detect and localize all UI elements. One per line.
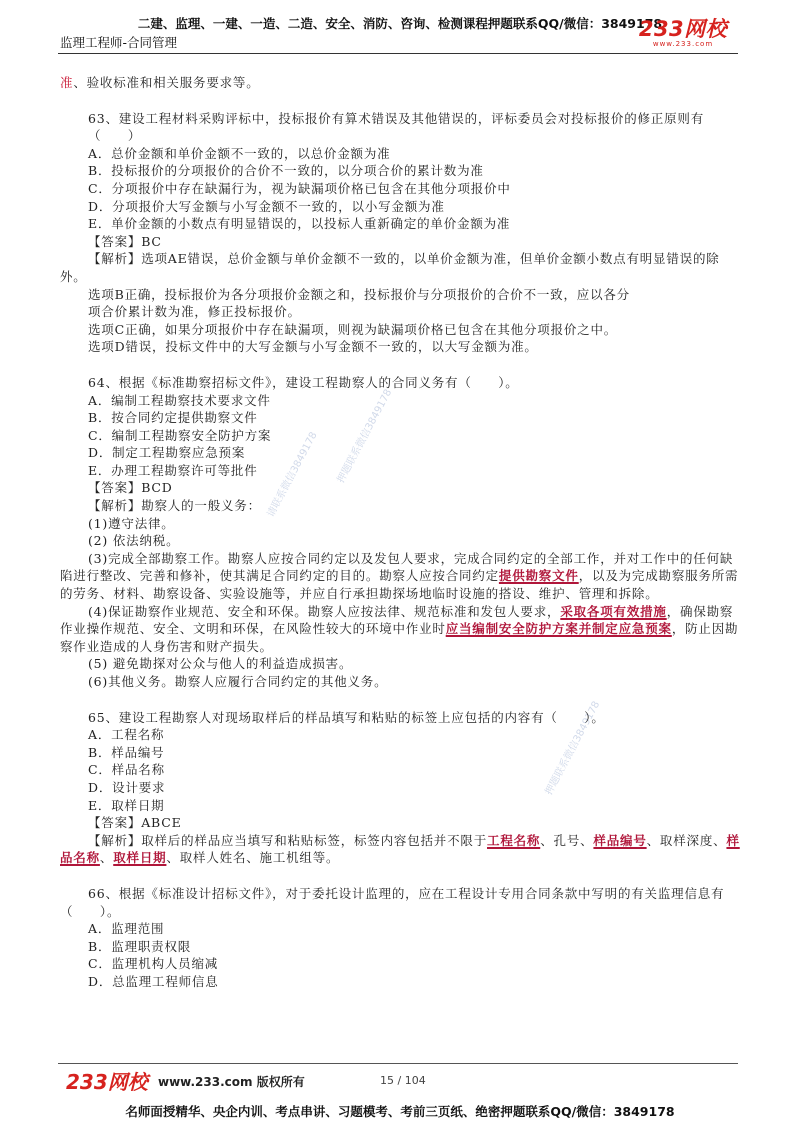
page-number: 15 / 104 xyxy=(380,1074,426,1087)
highlight-text: 样品编号 xyxy=(593,832,647,848)
analysis-label: 【解析】勘察人的一般义务： xyxy=(88,498,261,514)
duty-text: (4)保证勘察作业规范、安全和环保。勘察人应按法律、规范标准和发包人要求， xyxy=(88,603,561,619)
option-b: B．监理职责权限 xyxy=(88,938,192,954)
option-e: E．单价金额的小数点有明显错误的，以投标人重新确定的单价金额为准 xyxy=(88,216,511,232)
brand-logo xyxy=(628,18,738,48)
answer: 【答案】BC xyxy=(88,233,162,249)
logo-url: www.233.com xyxy=(652,40,714,48)
document-body xyxy=(60,74,740,991)
analysis-text: 选项AE错误，总价金额与单价金额不一致的，以单价金额为准，但单价金额小数点有明显错误的除外。 xyxy=(60,251,720,284)
highlight-text: 样品名称 xyxy=(60,832,740,866)
analysis-text: 、取样人姓名、施工机组等。 xyxy=(166,850,340,866)
option-c: C．监理机构人员缩减 xyxy=(88,956,219,972)
highlight-text: 取样日期 xyxy=(113,850,167,866)
option-c: C．分项报价中存在缺漏行为，视为缺漏项价格已包含在其他分项报价中 xyxy=(88,180,511,196)
intro-red-char: 准 xyxy=(60,75,74,90)
answer: 【答案】ABCE xyxy=(88,815,182,831)
analysis-text: 【解析】取样后的样品应当填写和粘贴标签，标签内容包括并不限于 xyxy=(88,832,488,848)
analysis-line: 选项B正确，投标报价为各分项报价金额之和，投标报价与分项报价的合价不一致，应以各分 xyxy=(88,286,630,302)
highlight-text: 提供勘察文件 xyxy=(498,568,579,584)
duty-text: ，防止因勘察作业造成的人身伤害和财产损失。 xyxy=(60,621,739,654)
watermark: 押题联系微信3849178 xyxy=(543,699,603,798)
document-subtitle: 监理工程师-合同管理 xyxy=(60,35,178,50)
analysis-text: 、取样深度、 xyxy=(646,832,727,848)
analysis-line: 选项C正确，如果分项报价中存在缺漏项，则视为缺漏项价格已包含在其他分项报价之中。 xyxy=(88,321,618,337)
option-c: C．编制工程勘察安全防护方案 xyxy=(88,427,272,443)
option-b: B．投标报价的分项报价的合价不一致的，以分项合价的累计数为准 xyxy=(88,163,484,179)
logo-text: 233网校 xyxy=(638,17,728,41)
option-e: E．取样日期 xyxy=(88,797,165,813)
footer-divider xyxy=(58,1063,738,1064)
option-a: A．编制工程勘察技术要求文件 xyxy=(88,392,271,408)
option-d: D．制定工程勘察应急预案 xyxy=(88,445,246,461)
watermark: 请联系微信3849178 xyxy=(265,430,320,520)
header-divider xyxy=(58,53,738,54)
option-b: B．按合同约定提供勘察文件 xyxy=(88,410,258,426)
highlight-text: 采取各项有效措施 xyxy=(560,603,667,619)
intro-text: 、验收标准和相关服务要求等。 xyxy=(73,75,260,90)
duty-text: ，以及为完成勘察服务所需的劳务、材料、勘察设备、实验设施等，并应自行承担勘探场地临时设施的搭设、维护、管理和拆除。 xyxy=(60,568,739,602)
analysis xyxy=(60,832,740,867)
option-a: A．监理范围 xyxy=(88,921,165,937)
analysis-label: 【解析】 xyxy=(88,251,142,267)
highlight-text: 应当编制安全防护方案并制定应急预案 xyxy=(445,621,672,637)
duty-item: (6)其他义务。勘察人应履行合同约定的其他义务。 xyxy=(88,674,388,689)
question-stem: 64、根据《标准勘察招标文件》，建设工程勘察人的合同义务有（ ）。 xyxy=(88,374,519,390)
question-stem: 63、建设工程材料采购评标中，投标报价有算术错误及其他错误的，评标委员会对投标报价的修正原则有（ ） xyxy=(88,110,705,144)
question-stem: 66、根据《标准设计招标文件》，对于委托设计监理的，应在工程设计专用合同条款中写明的有关监理信息有（ ）。 xyxy=(60,885,725,919)
question-stem: 65、建设工程勘察人对现场取样后的样品填写和粘贴的标签上应包括的内容有（ ）。 xyxy=(88,709,605,725)
option-b: B．样品编号 xyxy=(88,744,165,760)
duty-text: (3)完成全部勘察工作。勘察人应按合同约定以及发包人要求，完成合同约定的全部工作，并对工作中的任何缺陷进行整改、完善和修补，使其满足合同约定的目的。勘察人应按合同约定 xyxy=(60,550,734,584)
option-c: C．样品名称 xyxy=(88,762,165,778)
analysis-line: 项合价累计数为准，修正投标报价。 xyxy=(88,304,301,320)
duty-item xyxy=(60,550,740,603)
option-a: A．工程名称 xyxy=(88,727,165,743)
highlight-text: 工程名称 xyxy=(487,832,541,848)
header-contact-line: 二建、监理、一建、一造、二造、安全、消防、咨询、检测课程押题联系QQ/微信：3849178 xyxy=(137,16,663,31)
duty-item: (1)遵守法律。 xyxy=(88,515,175,531)
option-d: D．设计要求 xyxy=(88,779,166,795)
option-e: E．办理工程勘察许可等批件 xyxy=(88,462,258,478)
duty-text: ，确保勘察作业操作规范、安全、文明和环保，在风险性较大的环境中作业时 xyxy=(60,603,734,637)
duty-item: (2) 依法纳税。 xyxy=(88,533,180,549)
option-d: D．总监理工程师信息 xyxy=(88,973,219,989)
footer-logo: 233网校 xyxy=(66,1070,148,1094)
analysis-text: 、孔号、 xyxy=(540,832,594,848)
duty-item xyxy=(60,603,740,656)
option-d: D．分项报价大写金额与小写金额不一致的，以小写金额为准 xyxy=(88,198,445,214)
analysis xyxy=(60,250,740,285)
answer: 【答案】BCD xyxy=(88,480,173,496)
footer-contact-line: 名师面授精华、央企内训、考点串讲、习题模考、考前三页纸、绝密押题联系QQ/微信：3849178 xyxy=(125,1104,675,1119)
analysis-line: 选项D错误，投标文件中的大写金额与小写金额不一致的，以大写金额为准。 xyxy=(88,339,538,355)
option-a: A．总价金额和单价金额不一致的，以总价金额为准 xyxy=(88,145,391,161)
analysis-text: 、 xyxy=(99,850,114,866)
duty-item: (5) 避免勘探对公众与他人的利益造成损害。 xyxy=(88,656,353,672)
footer-copyright: www.233.com 版权所有 xyxy=(158,1075,305,1089)
intro-line xyxy=(60,74,740,92)
watermark: 押题联系微信3849178 xyxy=(335,387,395,486)
